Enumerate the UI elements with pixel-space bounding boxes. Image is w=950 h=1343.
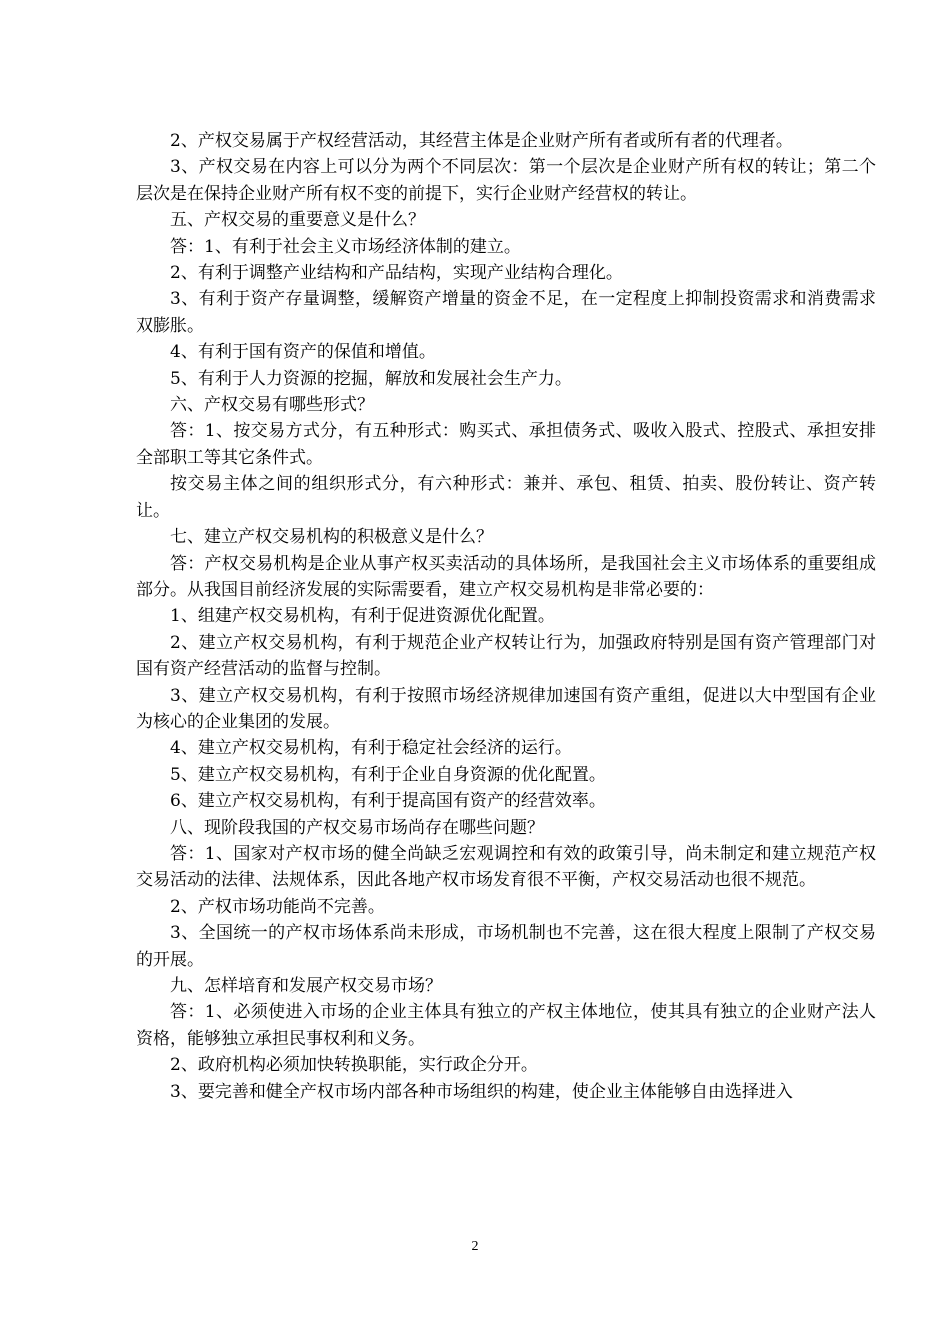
paragraph: 3、建立产权交易机构，有利于按照市场经济规律加速国有资产重组，促进以大中型国有企业为核心的企业集团的发展。 (136, 685, 876, 732)
paragraph: 6、建立产权交易机构，有利于提高国有资产的经营效率。 (170, 791, 606, 812)
paragraph: 3、产权交易在内容上可以分为两个不同层次：第一个层次是企业财产所有权的转让；第二个层次是在保持企业财产所有权不变的前提下，实行企业财产经营权的转让。 (136, 157, 876, 204)
paragraph: 2、有利于调整产业结构和产品结构，实现产业结构合理化。 (170, 263, 623, 284)
section-heading: 九、怎样培育和发展产权交易市场？ (170, 976, 442, 996)
paragraph: 2、产权市场功能尚不完善。 (170, 896, 385, 917)
page-body (136, 128, 876, 1105)
section-heading: 七、建立产权交易机构的积极意义是什么？ (170, 527, 493, 548)
paragraph: 按交易主体之间的组织形式分，有六种形式：兼并、承包、租赁、拍卖、股份转让、资产转让。 (136, 474, 876, 521)
section-heading: 五、产权交易的重要意义是什么？ (170, 210, 425, 231)
paragraph: 3、要完善和健全产权市场内部各种市场组织的构建，使企业主体能够自由选择进入 (170, 1081, 793, 1102)
paragraph: 答：1、必须使进入市场的企业主体具有独立的产权主体地位，使其具有独立的企业财产法人资格，能够独立承担民事权利和义务。 (136, 1002, 876, 1049)
paragraph: 答：1、按交易方式分，有五种形式：购买式、承担债务式、吸收入股式、控股式、承担安排全部职工等其它条件式。 (136, 421, 876, 468)
paragraph: 3、有利于资产存量调整，缓解资产增量的资金不足，在一定程度上抑制投资需求和消费需求双膨胀。 (136, 289, 876, 336)
paragraph: 5、有利于人力资源的挖掘，解放和发展社会生产力。 (170, 368, 572, 389)
paragraph: 2、产权交易属于产权经营活动，其经营主体是企业财产所有者或所有者的代理者。 (170, 131, 793, 151)
paragraph: 5、建立产权交易机构，有利于企业自身资源的优化配置。 (170, 764, 606, 785)
section-heading: 八、现阶段我国的产权交易市场尚存在哪些问题？ (170, 817, 544, 838)
paragraph: 4、建立产权交易机构，有利于稳定社会经济的运行。 (170, 738, 572, 759)
paragraph: 1、组建产权交易机构，有利于促进资源优化配置。 (170, 606, 555, 627)
paragraph: 答：产权交易机构是企业从事产权买卖活动的具体场所，是我国社会主义市场体系的重要组成部分。从我国目前经济发展的实际需要看，建立产权交易机构是非常必要的： (136, 553, 876, 600)
section-heading: 六、产权交易有哪些形式？ (170, 395, 374, 416)
paragraph: 2、建立产权交易机构，有利于规范企业产权转让行为，加强政府特别是国有资产管理部门对国有资产经营活动的监督与控制。 (136, 632, 876, 680)
paragraph: 2、政府机构必须加快转换职能，实行政企分开。 (170, 1055, 538, 1076)
paragraph: 4、有利于国有资产的保值和增值。 (170, 342, 436, 363)
paragraph: 答：1、有利于社会主义市场经济体制的建立。 (170, 236, 521, 257)
paragraph: 答：1、国家对产权市场的健全尚缺乏宏观调控和有效的政策引导，尚未制定和建立规范产权交易活动的法律、法规体系，因此各地产权市场发育很不平衡，产权交易活动也很不规范。 (136, 843, 876, 891)
page-number: 2 (471, 1239, 479, 1254)
paragraph: 3、全国统一的产权市场体系尚未形成，市场机制也不完善，这在很大程度上限制了产权交易的开展。 (136, 923, 876, 970)
